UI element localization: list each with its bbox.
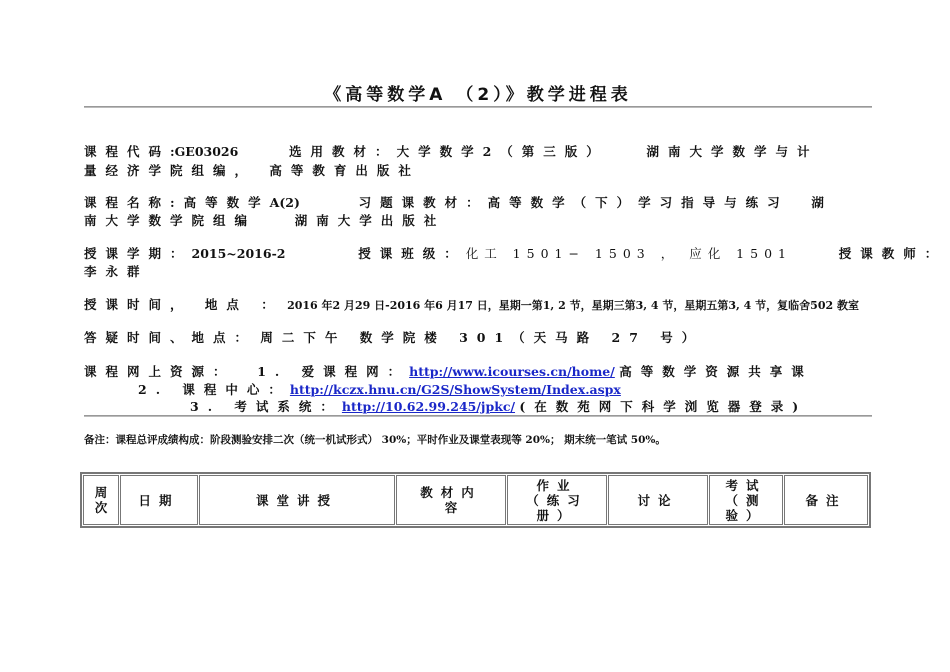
textbook-publisher-2: 量经济学院组编， 高等教育出版社: [84, 163, 420, 178]
col-week: [83, 475, 119, 525]
course-code-label: 课程代码: [84, 144, 171, 159]
col-discussion: 讨论: [608, 475, 708, 525]
title-underline: [84, 106, 872, 108]
course-code-line: [84, 142, 819, 160]
col-homework-line-2: （练习: [526, 492, 588, 508]
teacher-label: 授课教师：: [838, 246, 947, 261]
table-header-row: [83, 475, 868, 525]
exercise-label: 习题课教材：: [358, 195, 488, 210]
res1-suffix: 高等数学资源共享课: [619, 364, 813, 379]
teacher-value: 李永群: [84, 264, 149, 279]
qa-label: 答疑时间、地点：: [84, 330, 257, 345]
col-exam-line-3: 验）: [725, 507, 767, 523]
col-homework-line-1: 作业: [536, 477, 578, 493]
res3-prefix: 3. 考试系统：: [190, 399, 342, 414]
page-title: 《高等数学A （2）》教学进程表: [324, 85, 632, 105]
course-name-label: 课程名称: [84, 195, 171, 210]
col-week-line-1: 周: [94, 485, 108, 500]
col-exam: [709, 475, 783, 525]
resources-label: 课程网上资源：: [84, 364, 235, 379]
section-divider: [84, 415, 872, 417]
time-label: 授课时间， 地点 ：: [84, 297, 283, 312]
col-date: 日期: [120, 475, 198, 525]
course-name-line: [84, 193, 824, 211]
col-lecture: 课堂讲授: [199, 475, 395, 525]
course-center-link[interactable]: http://kczx.hnu.cn/G2S/ShowSystem/Index.aspx: [289, 382, 621, 397]
exercise-value: 高等数学（下）学习指导与练习: [487, 195, 789, 210]
time-place-line: [84, 295, 859, 313]
col-week-line-2: 次: [94, 500, 108, 515]
textbook-publisher-1: 湖南大学数学与计: [646, 144, 819, 159]
icourses-link[interactable]: http://www.icourses.cn/home/: [409, 364, 615, 379]
resources-line-3: [190, 397, 807, 415]
res1-prefix: 1. 爱课程网：: [257, 364, 410, 379]
schedule-table: [80, 472, 871, 528]
col-homework-line-3: 册）: [536, 507, 578, 523]
exam-system-link[interactable]: http://10.62.99.245/jpkc/: [341, 399, 516, 414]
col-content-line-1: 教材内: [420, 485, 482, 500]
textbook-publisher-line: [84, 161, 420, 179]
col-homework: [507, 475, 607, 525]
col-content-line-2: 容: [444, 500, 458, 515]
class-label: 授课班级：: [358, 246, 466, 261]
textbook-value: 大学数学2（第三版）: [396, 144, 608, 159]
course-name-value: :高等数学: [170, 195, 270, 210]
course-name-suffix: A(2): [269, 195, 300, 210]
exercise-publisher-1: 湖: [811, 195, 824, 210]
grading-note: 备注：课程总评成绩构成：阶段测验安排二次（统一机试形式） 30%；平时作业及课堂表现等 20%； 期末统一笔试 50%。: [84, 434, 666, 446]
exercise-publisher-line: [84, 211, 445, 229]
resources-line-1: [84, 362, 813, 380]
qa-line: [84, 328, 703, 346]
term-value: 2015~2016-2: [191, 246, 286, 261]
exercise-publisher-2: 南大学数学院组编: [84, 213, 257, 228]
col-exam-line-2: （测: [725, 492, 767, 508]
col-exam-line-1: 考试: [725, 477, 767, 493]
col-remarks: 备注: [784, 475, 868, 525]
time-value: 2016 年2 月29 日-2016 年6 月17 日，星期一第1, 2 节，星期三第3, 4 节，星期五第3, 4 节，复临舍502 教室: [287, 299, 859, 312]
teacher-line: [84, 262, 149, 280]
term-line: [84, 244, 946, 262]
qa-value: 周二下午 数学院楼 301（天马路 27 号）: [260, 330, 704, 345]
exercise-publisher-3: 湖南大学出版社: [294, 213, 446, 228]
resources-line-2: [138, 380, 621, 398]
col-content: [396, 475, 506, 525]
res3-suffix: (在数苑网下科学浏览器登录): [519, 399, 808, 414]
class-value: 化工 1501− 1503 ， 应化 1501: [465, 246, 792, 261]
term-label: 授课学期：: [84, 246, 192, 261]
course-code-value: :GE03026: [170, 144, 239, 159]
res2-prefix: 2. 课程中心：: [138, 382, 290, 397]
textbook-label: 选用教材：: [289, 144, 397, 159]
